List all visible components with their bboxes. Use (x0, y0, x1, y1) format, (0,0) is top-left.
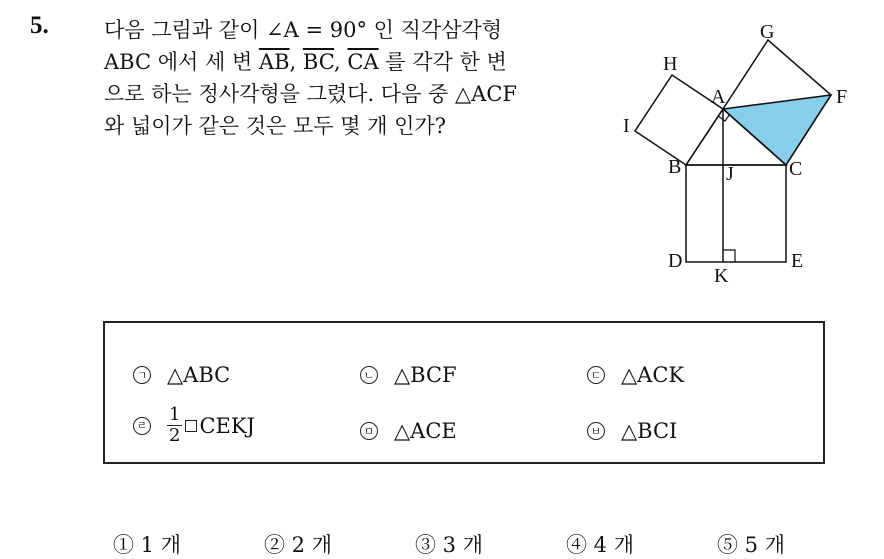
option-label: △BCF (394, 363, 457, 387)
answer-choice-4[interactable]: ④ 4 개 (566, 533, 634, 557)
square-on-ab (635, 75, 723, 165)
segment-bc: $\overline{BC}$ (302, 50, 335, 74)
option-label: △ACK (621, 363, 685, 387)
question-line-3: 으로 하는 정사각형을 그렸다. 다음 중 △ACF (104, 82, 517, 106)
option-item-3 (587, 363, 684, 387)
square-symbol-icon (185, 420, 197, 432)
point-label-d: D (668, 250, 683, 272)
fraction (167, 405, 182, 446)
circled-marker: ㄱ (133, 366, 151, 384)
line2-prefix: ABC 에서 세 변 (104, 50, 259, 74)
answer-choice-2[interactable]: ② 2 개 (264, 533, 332, 557)
option-label: CEKJ (199, 413, 255, 438)
point-label-k: K (714, 265, 729, 287)
geometry-figure (610, 10, 860, 294)
option-item-6 (587, 419, 677, 443)
point-label-e: E (791, 250, 804, 272)
question-number: 5. (30, 12, 49, 39)
option-label: △BCI (621, 419, 678, 443)
option-item-2 (360, 363, 457, 387)
pythagorean-diagram (610, 10, 860, 290)
point-label-j: J (726, 163, 734, 185)
question-line-2 (104, 46, 604, 78)
point-label-h: H (663, 53, 678, 75)
triangle-acf-shaded (723, 95, 831, 165)
option-label: △ACE (394, 419, 457, 443)
fraction-numerator: 1 (169, 404, 181, 425)
point-label-a: A (711, 86, 726, 108)
right-angle-mark-k (723, 250, 735, 262)
segment-ab: $\overline{AB}$ (258, 50, 290, 74)
circled-marker: ㄹ (133, 417, 151, 435)
answer-choice-3[interactable]: ③ 3 개 (415, 533, 483, 557)
circled-marker: ㄷ (587, 366, 605, 384)
answer-choice-5[interactable]: ⑤ 5 개 (717, 533, 785, 557)
answer-choice-1[interactable]: ① 1 개 (113, 533, 181, 557)
separator-2: , (334, 50, 348, 74)
option-item-5 (360, 419, 457, 443)
square-on-bc (686, 165, 786, 262)
circled-marker: ㄴ (360, 366, 378, 384)
point-label-g: G (760, 21, 775, 43)
circled-marker: ㅂ (587, 422, 605, 440)
option-label: △ABC (167, 363, 231, 387)
point-label-c: C (789, 158, 803, 180)
point-label-i: I (623, 115, 630, 137)
options-box (103, 321, 825, 464)
point-label-b: B (668, 156, 682, 178)
option-item-4 (133, 405, 255, 446)
point-label-f: F (836, 86, 848, 108)
separator-1: , (289, 50, 303, 74)
segment-ca: $\overline{CA}$ (347, 50, 379, 74)
question-text (104, 14, 604, 142)
circled-marker: ㅁ (360, 422, 378, 440)
question-line-4: 와 넓이가 같은 것은 모두 몇 개 인가? (104, 114, 446, 138)
question-line-1: 다음 그림과 같이 ∠A = 90° 인 직각삼각형 (104, 18, 503, 42)
line2-suffix: 를 각각 한 변 (378, 50, 507, 74)
fraction-denominator: 2 (169, 425, 181, 446)
option-item-1 (133, 363, 230, 387)
